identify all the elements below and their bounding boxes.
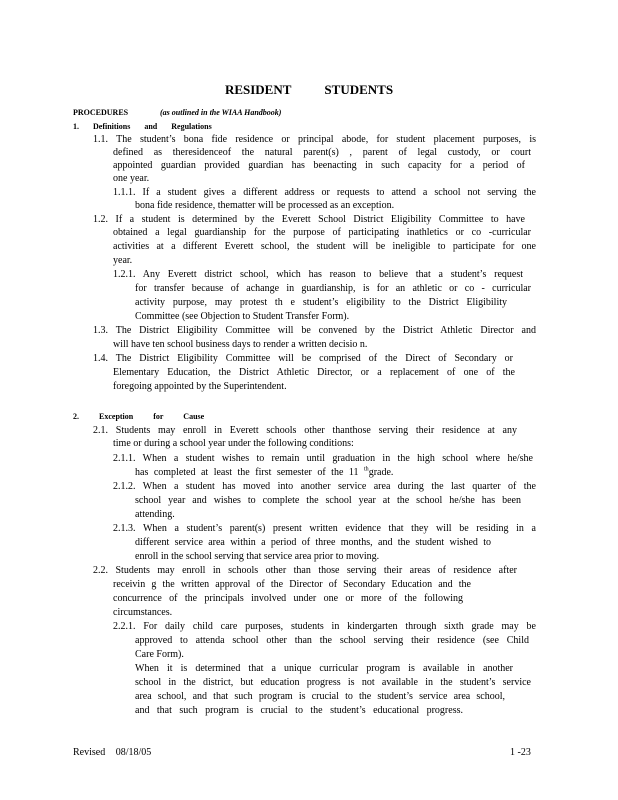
- section-1-heading: 1. Definitions and Regulations: [73, 122, 212, 131]
- footer-page-number: 1 -23: [510, 747, 531, 758]
- para-1-4-line-2: Elementary Education, the District Athletic Director, or a replacement of one of the: [113, 367, 515, 378]
- para-1-1-line-2: defined as theresidenceof the natural parent(s) , parent of legal custody, or court: [113, 147, 531, 158]
- para-2-2-1-line-2: approved to attenda school other than the school serving their residence (see Child: [135, 635, 529, 646]
- para-1-1-line-1: 1.1. The student’s bona fide residence or principal abode, for student placement purposes, is: [93, 134, 536, 145]
- para-1-2-1-line-3: activity purpose, may protest th e student’s eligibility to the District Eligibility: [135, 297, 507, 308]
- para-2-2-line-1: 2.2. Students may enroll in schools other than those serving their areas of residence after: [93, 565, 517, 576]
- para-1-1-line-3: appointed guardian provided guardian has beenacting in such capacity for a period of: [113, 160, 525, 171]
- para-2-1-3-line-1: 2.1.3. When a student’s parent(s) present written evidence that they will be residing in a: [113, 523, 536, 534]
- para-2-1-line-2: time or during a school year under the following conditions:: [113, 438, 354, 449]
- para-1-1-1-line-2: bona fide residence, thematter will be processed as an exception.: [135, 200, 395, 211]
- para-1-2-line-1: 1.2. If a student is determined by the Everett School District Eligibility Committee to have: [93, 214, 525, 225]
- para-2-1-3-line-3: enroll in the school serving that service area prior to moving.: [135, 551, 380, 562]
- para-2-2-1-line-5: school in the district, but education progress is not available in the student’s service: [135, 677, 531, 688]
- para-1-4-line-1: 1.4. The District Eligibility Committee will be comprised of the Direct of Secondary or: [93, 353, 513, 364]
- para-2-2-1-line-4: When it is determined that a unique curricular program is available in another: [135, 663, 513, 674]
- para-2-1-line-1: 2.1. Students may enroll in Everett schools other thanthose serving their residence at any: [93, 425, 517, 436]
- para-1-2-1-line-4: Committee (see Objection to Student Transfer Form).: [135, 311, 350, 322]
- page-title: RESIDENT STUDENTS: [224, 82, 394, 97]
- para-1-1-1-line-1: 1.1.1. If a student gives a different address or requests to attend a school not serving the: [113, 187, 536, 198]
- para-2-2-line-2: receivin g the written approval of the Director of Secondary Education and the: [113, 579, 471, 590]
- para-2-1-2-line-1: 2.1.2. When a student has moved into another service area during the last quarter of the: [113, 481, 536, 492]
- footer-revised-date: Revised 08/18/05: [73, 747, 152, 758]
- para-1-1-line-4: one year.: [113, 173, 150, 184]
- para-1-4-line-3: foregoing appointed by the Superintendent.: [113, 381, 287, 392]
- procedures-heading: PROCEDURES: [73, 108, 129, 117]
- para-2-2-1-line-7: and that such program is crucial to the student’s educational progress.: [135, 705, 463, 716]
- para-2-2-1-line-1: 2.2.1. For daily child care purposes, students in kindergarten through sixth grade may be: [113, 621, 536, 632]
- para-2-1-2-line-3: attending.: [135, 509, 175, 520]
- procedures-note: (as outlined in the WIAA Handbook): [160, 108, 282, 117]
- para-1-2-1-line-2: for transfer because of achange in guardianship, is for an athletic or co - curricular: [135, 283, 531, 294]
- para-1-2-line-2: obtained a legal guardianship for the purpose of participating inathletics or co -curricular: [113, 227, 531, 238]
- para-2-1-2-line-2: school year and wishes to complete the school year at the school he/she has been: [135, 495, 521, 506]
- para-1-2-1-line-1: 1.2.1. Any Everett district school, which has reason to believe that a student’s request: [113, 269, 523, 280]
- para-2-2-1-line-6: area school, and that such program is crucial to the student’s service area school,: [135, 691, 505, 702]
- section-2-heading: 2. Exception for Cause: [73, 412, 205, 421]
- para-2-1-1-line-1: 2.1.1. When a student wishes to remain until graduation in the high school where he/she: [113, 453, 533, 464]
- para-1-2-line-4: year.: [113, 255, 133, 266]
- para-2-1-3-line-2: different service area within a period of three months, and the student wished to: [135, 537, 491, 548]
- para-1-2-line-3: activities at a different Everett school, the student will be ineligible to participate for one: [113, 241, 536, 252]
- para-2-1-1-line-2: has completed at least the first semester of the 11 $^{th}$grade.: [135, 466, 394, 478]
- para-2-2-line-4: circumstances.: [113, 607, 173, 618]
- para-1-3-line-1: 1.3. The District Eligibility Committee will be convened by the District Athletic Director and: [93, 325, 536, 336]
- para-2-2-1-line-3: Care Form).: [135, 649, 184, 660]
- para-1-3-line-2: will have ten school business days to render a written decisio n.: [113, 339, 368, 350]
- para-2-2-line-3: concurrence of the principals involved under one or more of the following: [113, 593, 463, 604]
